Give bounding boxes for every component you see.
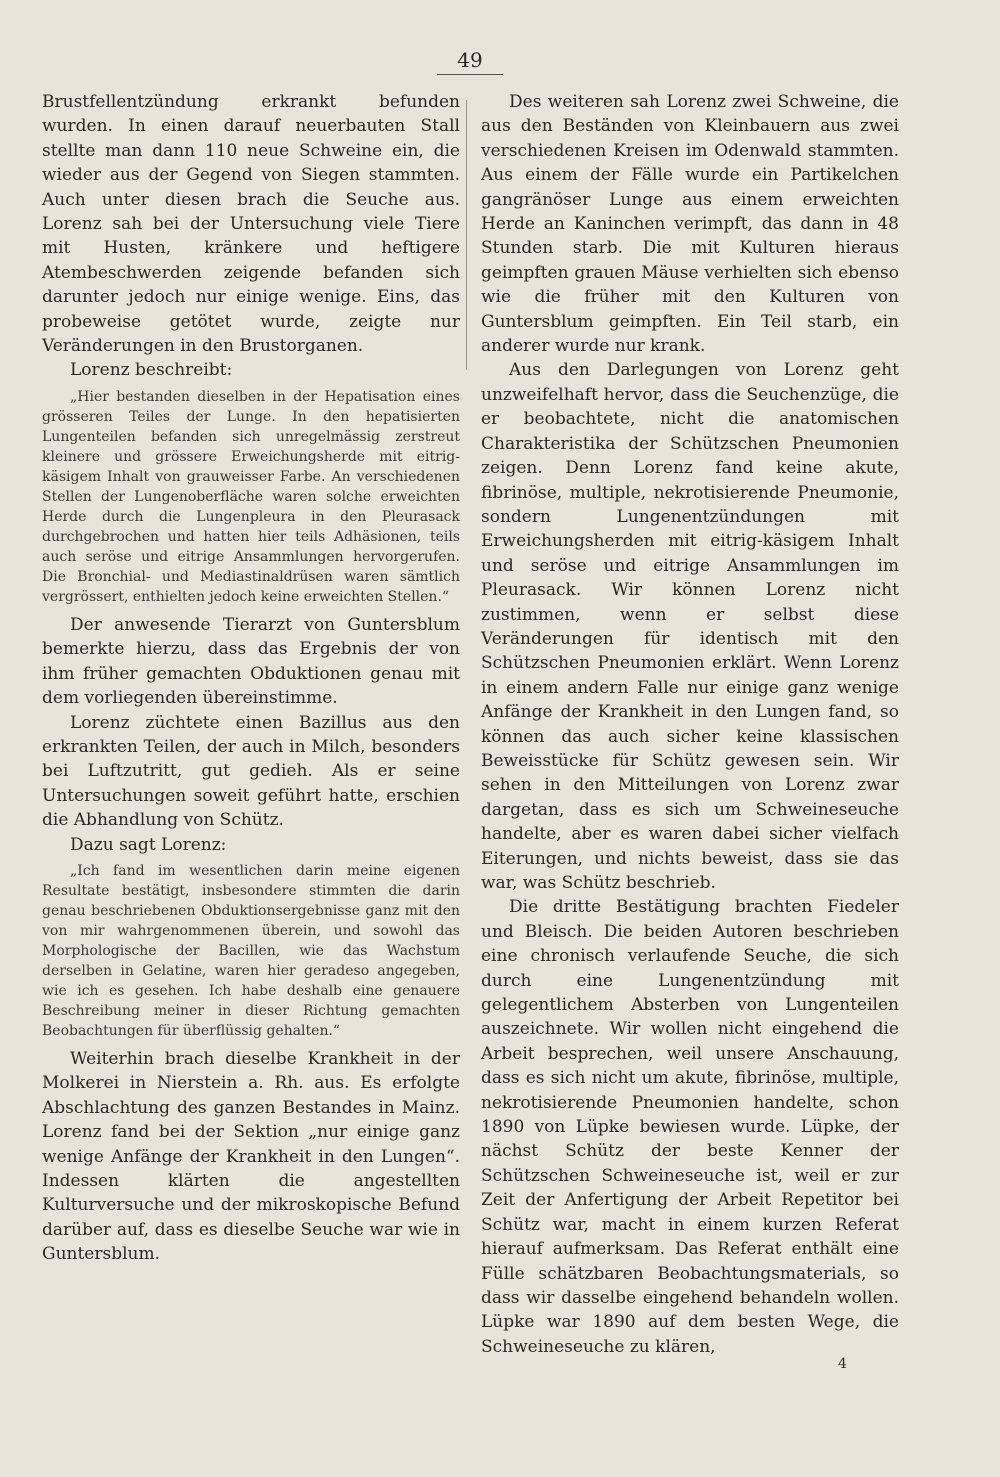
- paragraph: Brustfellentzündung erkrankt befunden wurden. In einen darauf neuerbauten Stall stellte man dann 110 neue Schweine ein, die wieder aus der Gegend von Siegen stammten. Auch unter diesen brach die Seuche aus. Lorenz sah bei der Untersuchung viele Tiere mit Husten, kränkere und heftigere Atembeschwerden zeigende befanden sich darunter jedoch nur einige wenige. Eins, das probeweise getötet wurde, zeigte nur Veränderungen in den Brustorganen.: [42, 92, 460, 357]
- paragraph: Die dritte Bestätigung brachten Fiedeler und Bleisch. Die beiden Autoren beschrieben eine chronisch verlaufende Seuche, die sich durch eine Lungenentzündung mit gelegentlichem Absterben von Lungenteilen auszeichnete. Wir wollen nicht eingehend die Arbeit besprechen, weil unsere Anschauung, dass es sich nicht um akute, fibrinöse, multiple, nekrotisierende Pneumonien handelte, schon 1890 von Lüpke bewiesen wurde. Lüpke, der nächst Schütz der beste Kenner der Schützschen Schweineseuche ist, weil er zur Zeit der Anfertigung der Arbeit Repetitor bei Schütz war, macht in einem kurzen Referat hierauf aufmerksam. Das Referat enthält eine Fülle schätzbaren Beobachtungsmaterials, so dass wir dasselbe eingehend behandeln wollen. Lüpke war 1890 auf dem besten Wege, die Schweineseuche zu klären,: [481, 897, 899, 1357]
- page-number: 49: [437, 48, 503, 75]
- paragraph: Der anwesende Tierarzt von Guntersblum bemerkte hierzu, dass das Ergebnis der von ihm früher gemachten Obduktionen genau mit dem vorliegenden übereinstimme.: [42, 614, 460, 709]
- paragraph: Lorenz züchtete einen Bazillus aus den erkrankten Teilen, der auch in Milch, besonders bei Luftzutritt, gut gedieh. Als er seine Untersuchungen soweit geführt hatte, erschien die Abhandlung von Schütz.: [42, 712, 460, 831]
- column-divider: [466, 100, 467, 370]
- paragraph: Weiterhin brach dieselbe Krankheit in der Molkerei in Nierstein a. Rh. aus. Es erfolgte Abschlachtung des ganzen Bestandes in Mainz. Lorenz fand bei der Sektion „nur einige ganz wenige Anfänge der Krankheit in den Lungen“. Indessen klärten die angestellten Kulturversuche und der mikroskopische Befund darüber auf, dass es dieselbe Seuche war wie in Guntersblum.: [42, 1048, 460, 1265]
- paragraph: Dazu sagt Lorenz:: [70, 834, 227, 855]
- block-quote: „Hier bestanden dieselben in der Hepatisation eines grösseren Teiles der Lunge. In den hepatisierten Lungenteilen befanden sich unregelmässig zerstreut kleinere und grössere Erweichungsherde mit eitrig-käsigem Inhalt von grauweisser Farbe. An verschiedenen Stellen der Lungenoberfläche waren solche erweichten Herde durch die Lungenpleura in den Pleurasack durchgebrochen und hatten hier teils Adhäsionen, teils auch seröse und eitrige Ansammlungen hervorgerufen. Die Bronchial- und Mediastinaldrüsen waren sämtlich vergrössert, enthielten jedoch keine erweichten Stellen.“: [42, 388, 460, 605]
- block-quote: „Ich fand im wesentlichen darin meine eigenen Resultate bestätigt, insbesondere stimmten die darin genau beschriebenen Obduktionsergebnisse ganz mit den von mir wahrgenommenen überein, und sowohl das Morphologische der Bacillen, wie das Wachstum derselben in Gelatine, waren hier geradeso angegeben, wie ich es gesehen. Ich habe deshalb eine genauere Beschreibung meiner in dieser Richtung gemachten Beobachtungen für überflüssig gehalten.“: [42, 862, 460, 1039]
- right-column: [481, 90, 899, 1359]
- paragraph: Aus den Darlegungen von Lorenz geht unzweifelhaft hervor, dass die Seuchenzüge, die er beobachtete, nicht die anatomischen Charakteristika der Schützschen Pneumonien zeigen. Denn Lorenz fand keine akute, fibrinöse, multiple, nekrotisierende Pneumonie, sondern Lungenentzündungen mit Erweichungsherden mit eitrig-käsigem Inhalt und seröse und eitrige Ansammlungen im Pleurasack. Wir können Lorenz nicht zustimmen, wenn er selbst diese Veränderungen für identisch mit den Schützschen Pneumonien erklärt. Wenn Lorenz in einem andern Falle nur einige ganz wenige Anfänge der Krankheit in den Lungen fand, so können das auch sicher keine klassischen Beweisstücke für Schütz gewesen sein. Wir sehen in den Mitteilungen von Lorenz zwar dargetan, dass es sich um Schweineseuche handelte, aber es waren dabei sicher vielfach Eiterungen, und nichts beweist, dass sie das war, was Schütz beschrieb.: [481, 360, 899, 893]
- left-column: [42, 90, 460, 1267]
- paragraph: Des weiteren sah Lorenz zwei Schweine, die aus den Beständen von Kleinbauern aus zwei verschiedenen Kreisen im Odenwald stammten. Aus einem der Fälle wurde ein Partikelchen gangränöser Lunge aus einem erweichten Herde an Kaninchen verimpft, das dann in 48 Stunden starb. Die mit Kulturen hieraus geimpften grauen Mäuse verhielten sich ebenso wie die früher mit den Kulturen von Guntersblum geimpften. Ein Teil starb, ein anderer wurde nur krank.: [481, 92, 899, 357]
- signature-mark: 4: [838, 1356, 847, 1372]
- paragraph: Lorenz beschreibt:: [70, 360, 233, 381]
